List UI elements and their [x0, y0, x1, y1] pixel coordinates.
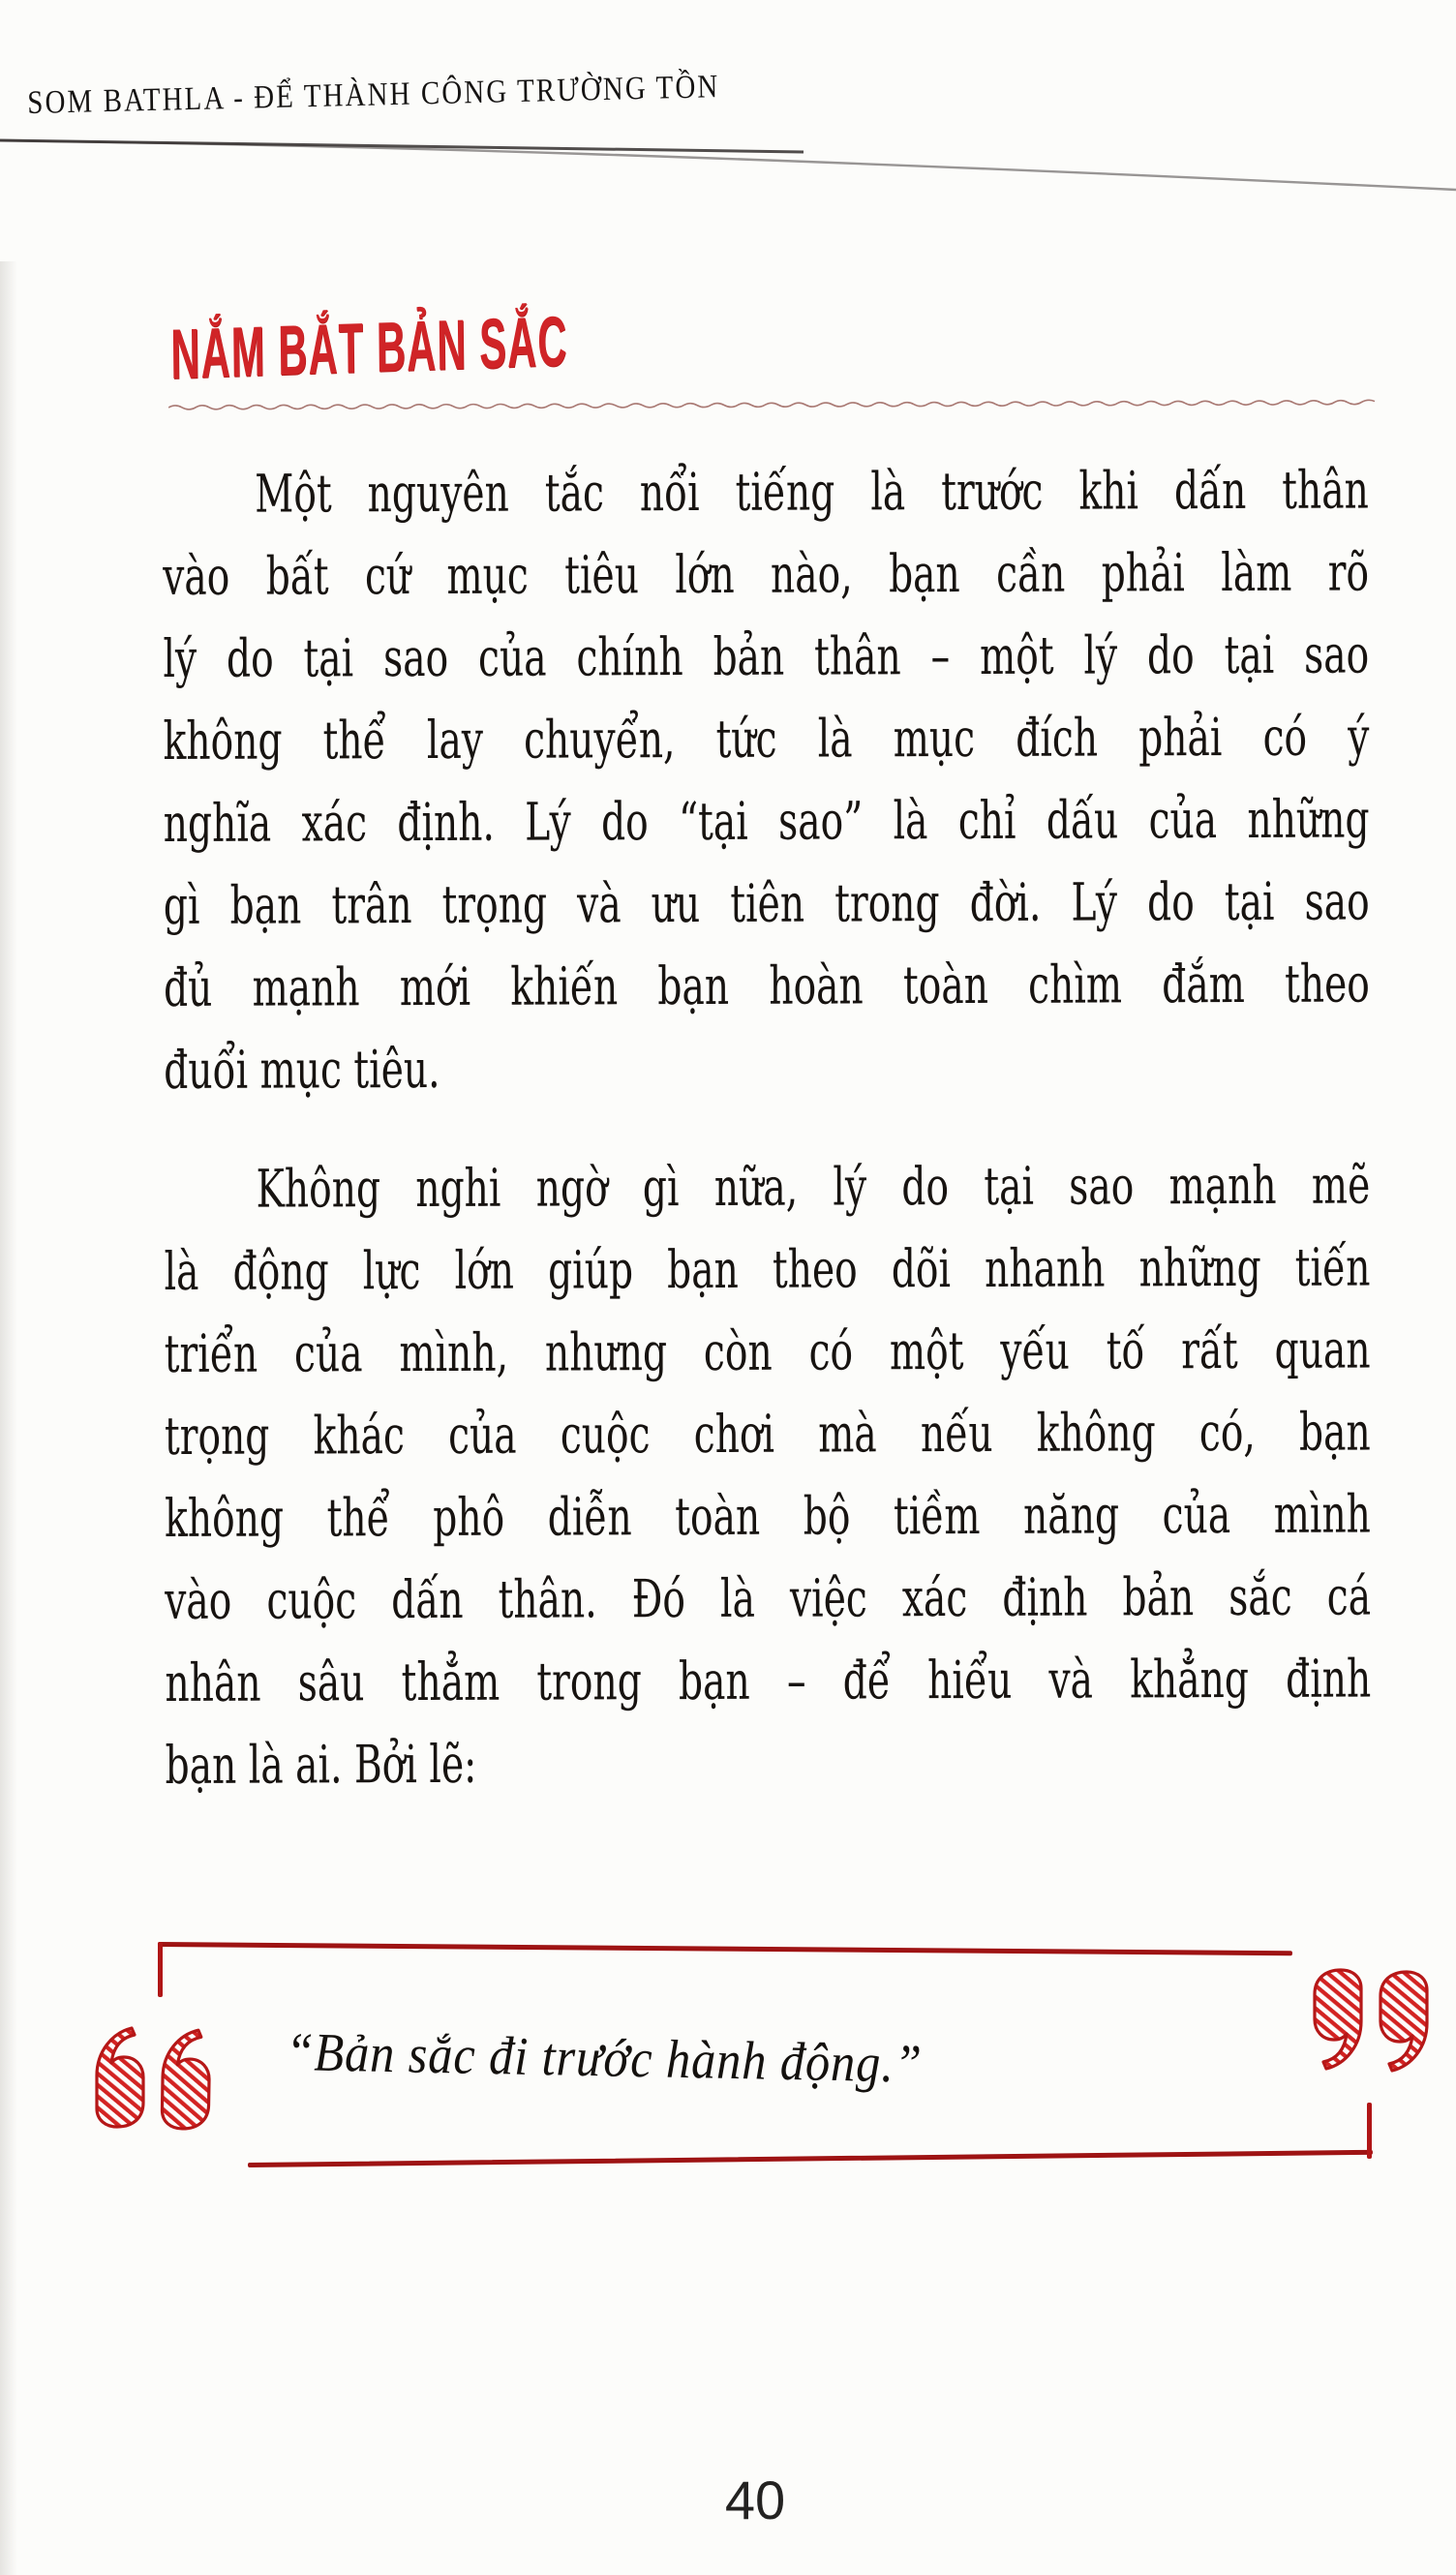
page-number: 40 — [724, 2469, 786, 2530]
body-line: triển của mình, nhưng còn có một yếu tố rất quan — [164, 1318, 1371, 1384]
body-line: là động lực lớn giúp bạn theo dõi nhanh những tiến — [164, 1236, 1371, 1302]
body-line: gì bạn trân trọng và ưu tiên trong đời. Lý do tại sao — [163, 870, 1370, 936]
body-line: không thể phô diễn toàn bộ tiềm năng của mình — [165, 1483, 1371, 1549]
quote-frame-top-line — [158, 1942, 1292, 1955]
quote-text: “Bản sắc đi trước hành động.” — [286, 2021, 924, 2095]
header-rule — [0, 134, 1456, 196]
paragraph-1 — [163, 449, 1370, 1111]
running-header: SOM BATHLA - ĐỂ THÀNH CÔNG TRƯỜNG TỒN — [27, 69, 720, 121]
body-line: lý do tại sao của chính bản thân – một lý do tại sao — [163, 623, 1370, 689]
quote-frame-left-corner — [158, 1942, 163, 1997]
body-line: nghĩa xác định. Lý do “tại sao” là chỉ dấu của những — [163, 788, 1370, 854]
body-line: trọng khác của cuộc chơi mà nếu không có, bạn — [164, 1401, 1371, 1467]
body-line: Không nghi ngờ gì nữa, lý do tại sao mạnh mẽ — [256, 1154, 1371, 1220]
body-line: Một nguyên tắc nổi tiếng là trước khi dấn thân — [255, 459, 1369, 525]
body-line: không thể lay chuyển, tức là mục đích phải có ý — [163, 706, 1370, 772]
body-line: vào bất cứ mục tiêu lớn nào, bạn cần phải làm rõ — [163, 541, 1370, 607]
body-line: đủ mạnh mới khiến bạn hoàn toàn chìm đắm theo — [163, 953, 1370, 1018]
body-line: bạn là ai. Bởi lẽ: — [165, 1733, 477, 1796]
body-line: đuổi mục tiêu. — [164, 1038, 440, 1101]
quote-frame-bottom-line — [248, 2150, 1373, 2167]
body-line: vào cuộc dấn thân. Đó là việc xác định bản sắc cá — [165, 1565, 1372, 1631]
quote-frame-right-corner — [1367, 2103, 1372, 2159]
paragraph-2 — [164, 1144, 1371, 1806]
body-line: nhân sâu thẳm trong bạn – để hiểu và khẳng định — [165, 1648, 1372, 1713]
section-underline — [168, 390, 1379, 416]
open-quote-icon — [89, 2019, 219, 2136]
section-title: NẮM BẮT BẢN SẮC — [169, 302, 568, 394]
body-text — [163, 449, 1371, 1806]
scan-edge-shadow — [0, 261, 17, 2575]
close-quote-icon — [1305, 1963, 1435, 2079]
